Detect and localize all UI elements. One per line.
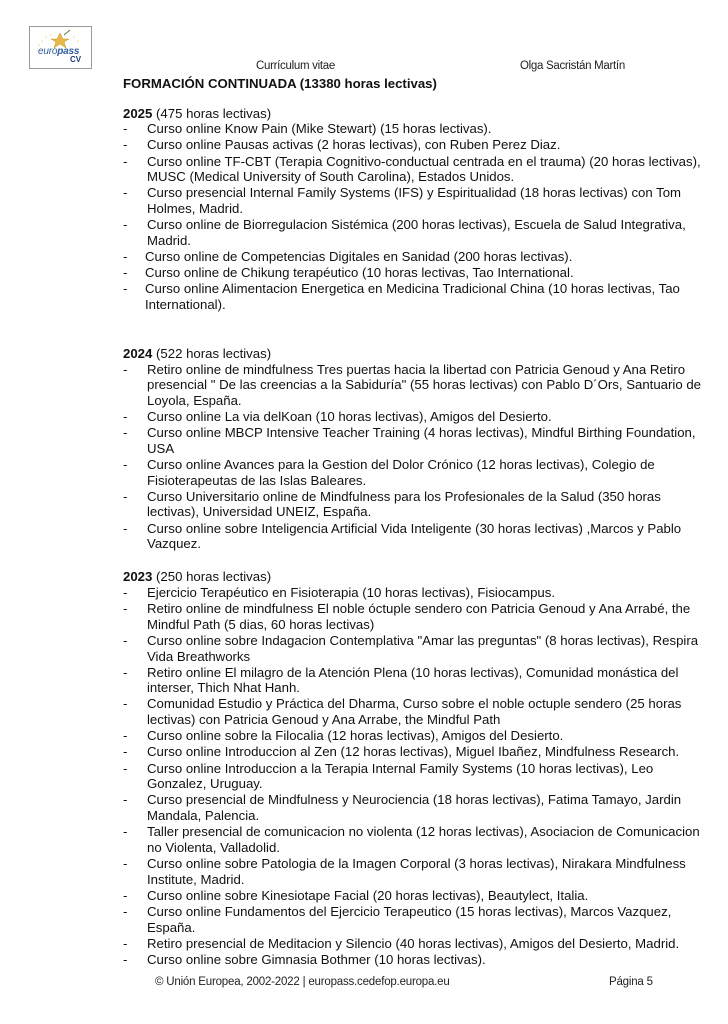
- year-heading: [123, 346, 703, 362]
- list-item: [123, 792, 703, 823]
- bullet-dash: -: [123, 121, 128, 137]
- bullet-dash: -: [123, 760, 128, 776]
- course-text: Retiro online de mindfulness Tres puertas hacia la libertad con Patricia Genoud y Ana Retiro presencial " De las creencias a la Sabiduría" (55 horas lectivas) con Pablo D´Ors, Santuario de Loyola, España.: [147, 361, 701, 408]
- course-text: Curso online Introduccion al Zen (12 horas lectivas), Miguel Ibañez, Mindfulness Research.: [147, 744, 680, 760]
- year-section-2023: [123, 569, 703, 967]
- list-item: [123, 585, 703, 601]
- course-text: Comunidad Estudio y Práctica del Dharma, Curso sobre el noble octuple sendero (25 horas lectivas) con Patricia Genoud y Ana Arrabe, the Mindful Path: [147, 696, 682, 728]
- list-item: [123, 744, 703, 760]
- course-text: Curso online sobre Patologia de la Imagen Corporal (3 horas lectivas), Nirakara Mindfulness Institute, Madrid.: [147, 855, 686, 887]
- course-list: [123, 585, 703, 968]
- list-item: [123, 761, 703, 792]
- course-list: [123, 121, 703, 312]
- course-text: Curso online Avances para la Gestion del Dolor Crónico (12 horas lectivas), Colegio de Fisioterapeutas de las Islas Baleares.: [147, 457, 655, 488]
- course-text: Curso online Know Pain (Mike Stewart) (15 horas lectivas).: [147, 121, 492, 137]
- bullet-dash: -: [123, 425, 128, 441]
- list-item: [123, 489, 703, 520]
- list-item: [123, 665, 703, 696]
- bullet-dash: -: [123, 153, 128, 169]
- bullet-dash: -: [123, 855, 128, 871]
- bullet-dash: -: [123, 824, 128, 840]
- bullet-dash: -: [123, 361, 128, 377]
- year-heading: [123, 106, 703, 122]
- bullet-dash: -: [123, 792, 128, 808]
- course-text: Retiro online de mindfulness El noble óctuple sendero con Patricia Genoud y Ana Arrabé, the Mindful Path (5 dias, 60 horas lectivas): [147, 601, 691, 632]
- year-label: 2023: [123, 569, 153, 585]
- bullet-dash: -: [123, 903, 128, 919]
- footer-copyright: © Unión Europea, 2002-2022 | europass.cedefop.europa.eu: [155, 976, 450, 988]
- course-text: Curso online Fundamentos del Ejercicio Terapeutico (15 horas lectivas), Marcos Vazquez, España.: [147, 903, 672, 935]
- year-label: 2024: [123, 346, 153, 362]
- list-item: [123, 633, 703, 664]
- course-text: Curso online TF-CBT (Terapia Cognitivo-conductual centrada en el trauma) (20 horas lectivas), MUSC (Medical University of South Carolina), Estados Unidos.: [147, 153, 701, 185]
- course-text: Curso online La via delKoan (10 horas lectivas), Amigos del Desierto.: [147, 409, 552, 425]
- year-hours: (522 horas lectivas): [156, 346, 272, 362]
- list-item: [123, 185, 703, 216]
- year-hours: (475 horas lectivas): [156, 105, 272, 121]
- course-text: Curso online de Biorregulacion Sistémica (200 horas lectivas), Escuela de Salud Integrativa, Madrid.: [147, 217, 686, 248]
- list-item: [123, 409, 703, 425]
- logo-wordmark: europass: [38, 46, 80, 57]
- bullet-dash: -: [123, 265, 128, 281]
- list-item: [123, 217, 703, 248]
- course-text: Curso Universitario online de Mindfulness para los Profesionales de la Salud (350 horas lectivas), Universidad UNEIZ, España.: [147, 488, 661, 520]
- bullet-dash: -: [123, 887, 128, 903]
- course-text: Ejercicio Terapéutico en Fisioterapia (10 horas lectivas), Fisiocampus.: [147, 584, 556, 600]
- bullet-dash: -: [123, 632, 128, 648]
- europass-cv-logo: [29, 26, 92, 69]
- list-item: [123, 154, 703, 185]
- document-type-label: Currículum vitae: [256, 60, 335, 72]
- list-item: [123, 936, 703, 952]
- bullet-dash: -: [123, 457, 128, 472]
- list-item: [123, 121, 703, 137]
- course-text: Curso online sobre Inteligencia Artificial Vida Inteligente (30 horas lectivas) ,Marcos y Pablo Vazquez.: [147, 520, 682, 552]
- course-text: Curso presencial de Mindfulness y Neurociencia (18 horas lectivas), Fatima Tamayo, Jardin Mandala, Palencia.: [147, 792, 682, 823]
- list-item: [123, 856, 703, 887]
- course-text: Curso online de Chikung terapéutico (10 horas lectivas, Tao International.: [145, 265, 574, 281]
- bullet-dash: -: [123, 728, 128, 744]
- list-item: [123, 696, 703, 727]
- list-item: [123, 281, 703, 312]
- course-text: Curso online Pausas activas (2 horas lectivas), con Ruben Perez Diaz.: [147, 137, 561, 153]
- list-item: [123, 425, 703, 456]
- course-text: Retiro online El milagro de la Atención Plena (10 horas lectivas), Comunidad monástica del interser, Thich Nhat Hanh.: [147, 664, 679, 696]
- logo-cv-text: CV: [70, 55, 82, 64]
- course-text: Curso online sobre Indagacion Contemplativa "Amar las preguntas" (8 horas lectivas), Respira Vida Breathworks: [147, 632, 699, 664]
- list-item: [123, 904, 703, 935]
- bullet-dash: -: [123, 584, 128, 600]
- bullet-dash: -: [123, 935, 128, 951]
- course-text: Curso online sobre Gimnasia Bothmer (10 horas lectivas).: [147, 951, 486, 967]
- bullet-dash: -: [123, 137, 128, 153]
- bullet-dash: -: [123, 281, 128, 297]
- course-text: Taller presencial de comunicacion no violenta (12 horas lectivas), Asociacion de Comunicacion no Violenta, Valladolid.: [147, 824, 700, 855]
- list-item: [123, 952, 703, 968]
- bullet-dash: -: [123, 248, 128, 264]
- course-text: Curso online MBCP Intensive Teacher Training (4 horas lectivas), Mindful Birthing Foundation, USA: [147, 425, 696, 456]
- section-spacer: [123, 552, 703, 569]
- years-list: [123, 106, 703, 968]
- bullet-dash: -: [123, 601, 128, 617]
- list-item: [123, 137, 703, 153]
- year-label: 2025: [123, 105, 153, 121]
- bullet-dash: -: [123, 696, 128, 712]
- list-item: [123, 362, 703, 409]
- list-item: [123, 601, 703, 632]
- course-text: Curso online Alimentacion Energetica en Medicina Tradicional China (10 horas lectivas, Tao International).: [145, 281, 680, 312]
- bullet-dash: -: [123, 520, 128, 536]
- course-text: Retiro presencial de Meditacion y Silencio (40 horas lectivas), Amigos del Desierto, Madrid.: [147, 935, 680, 951]
- list-item: [123, 249, 703, 265]
- course-text: Curso online de Competencias Digitales en Sanidad (200 horas lectivas).: [145, 248, 573, 264]
- section-spacer: [123, 313, 703, 346]
- bullet-dash: -: [123, 185, 128, 201]
- course-text: Curso presencial Internal Family Systems (IFS) y Espiritualidad (18 horas lectivas) con Tom Holmes, Madrid.: [147, 185, 682, 216]
- section-title: FORMACIÓN CONTINUADA (13380 horas lectivas): [123, 76, 437, 91]
- course-text: Curso online Introduccion a la Terapia Internal Family Systems (10 horas lectivas), Leo Gonzalez, Uruguay.: [147, 760, 654, 792]
- course-list: [123, 362, 703, 552]
- list-item: [123, 728, 703, 744]
- year-heading: [123, 569, 703, 585]
- year-hours: (250 horas lectivas): [156, 569, 272, 585]
- author-name: Olga Sacristán Martín: [520, 60, 625, 72]
- bullet-dash: -: [123, 664, 128, 680]
- bullet-dash: -: [123, 744, 128, 760]
- bullet-dash: -: [123, 409, 128, 425]
- bullet-dash: -: [123, 217, 128, 233]
- list-item: [123, 457, 703, 488]
- course-text: Curso online sobre la Filocalia (12 horas lectivas), Amigos del Desierto.: [147, 728, 564, 744]
- list-item: [123, 521, 703, 552]
- list-item: [123, 888, 703, 904]
- list-item: [123, 265, 703, 281]
- year-section-2025: [123, 106, 703, 313]
- course-text: Curso online sobre Kinesiotape Facial (20 horas lectivas), Beautylect, Italia.: [147, 887, 589, 903]
- list-item: [123, 824, 703, 855]
- bullet-dash: -: [123, 951, 128, 967]
- page-number: Página 5: [609, 976, 653, 988]
- main-content: [123, 76, 703, 968]
- year-section-2024: [123, 346, 703, 552]
- bullet-dash: -: [123, 488, 128, 504]
